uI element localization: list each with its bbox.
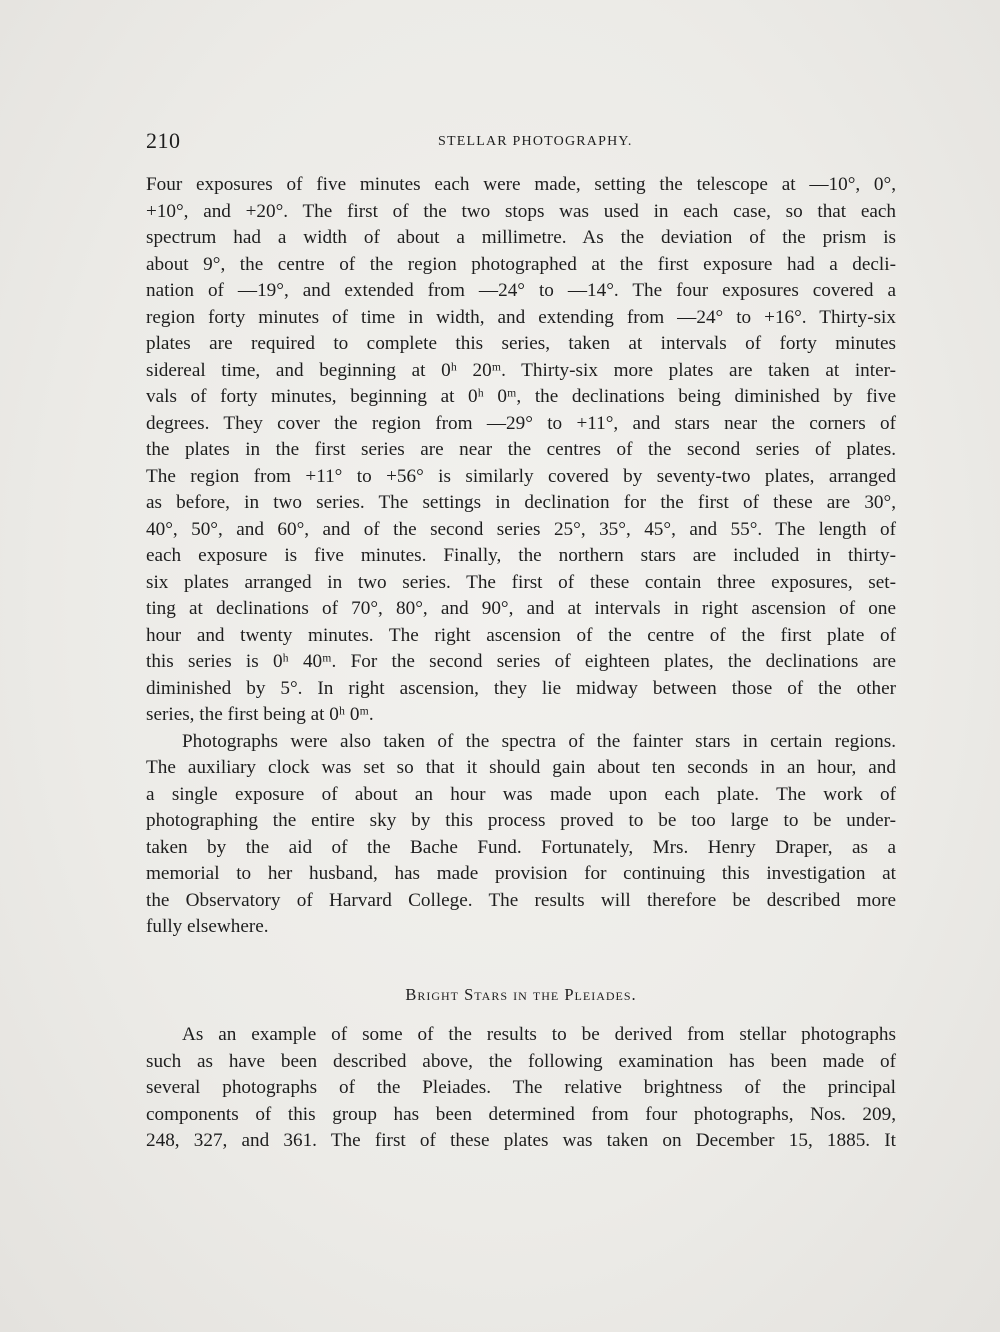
- text-line: region forty minutes of time in width, and extending from —24° to +16°. Thirty-six: [146, 306, 896, 328]
- text-line: The region from +11° to +56° is similarly covered by seventy-two plates, arranged: [146, 465, 896, 487]
- text-line: +10°, and +20°. The first of the two stops was used in each case, so that each: [146, 200, 896, 222]
- text-line: this series is 0ʰ 40ᵐ. For the second series of eighteen plates, the declinations are: [146, 651, 896, 672]
- text-line: the Observatory of Harvard College. The results will therefore be described more: [146, 889, 896, 911]
- text-line: ting at declinations of 70°, 80°, and 90°, and at intervals in right ascension of one: [146, 598, 896, 619]
- text-line: such as have been described above, the following examination has been made of: [146, 1050, 896, 1072]
- text-line: fully elsewhere.: [146, 916, 269, 937]
- text-line: components of this group has been determined from four photographs, Nos. 209,: [146, 1103, 896, 1125]
- text-line: As an example of some of the results to be derived from stellar photographs: [182, 1024, 896, 1045]
- page-header: [146, 128, 896, 158]
- text-line: each exposure is five minutes. Finally, the northern stars are included in thirty-: [146, 545, 896, 566]
- text-line: hour and twenty minutes. The right ascension of the centre of the first plate of: [146, 624, 896, 646]
- text-line: about 9°, the centre of the region photographed at the first exposure had a decli-: [146, 253, 896, 275]
- text-line: as before, in two series. The settings in declination for the first of these are 30°,: [146, 492, 896, 513]
- text-line: memorial to her husband, has made provision for continuing this investigation at: [146, 863, 896, 884]
- text-line: taken by the aid of the Bache Fund. Fortunately, Mrs. Henry Draper, as a: [146, 836, 896, 858]
- text-line: photographing the entire sky by this process proved to be too large to be under-: [146, 810, 896, 831]
- text-line: diminished by 5°. In right ascension, they lie midway between those of the other: [146, 677, 896, 699]
- text-line: sidereal time, and beginning at 0ʰ 20ᵐ. Thirty-six more plates are taken at inter-: [146, 359, 896, 381]
- text-line: a single exposure of about an hour was made upon each plate. The work of: [146, 783, 896, 805]
- body-text-upper: [146, 172, 896, 941]
- page-number: 210: [146, 128, 181, 153]
- text-line: degrees. They cover the region from —29° to +11°, and stars near the corners of: [146, 412, 896, 434]
- text-line: several photographs of the Pleiades. The relative brightness of the principal: [146, 1077, 896, 1098]
- text-line: plates are required to complete this series, taken at intervals of forty minutes: [146, 333, 896, 354]
- text-line: 40°, 50°, and 60°, and of the second series 25°, 35°, 45°, and 55°. The length of: [146, 518, 896, 540]
- text-line: 248, 327, and 361. The first of these plates was taken on December 15, 1885. It: [146, 1130, 896, 1151]
- text-line: The auxiliary clock was set so that it should gain about ten seconds in an hour, and: [146, 757, 896, 778]
- text-line: series, the first being at 0ʰ 0ᵐ.: [146, 704, 374, 725]
- text-line: Photographs were also taken of the spectra of the fainter stars in certain regions.: [182, 730, 896, 752]
- body-text-lower: [146, 1022, 896, 1155]
- text-line: spectrum had a width of about a millimetre. As the deviation of the prism is: [146, 227, 896, 248]
- text-line: vals of forty minutes, beginning at 0ʰ 0ᵐ, the declinations being diminished by five: [146, 386, 896, 407]
- text-line: Four exposures of five minutes each were made, setting the telescope at —10°, 0°,: [146, 174, 896, 195]
- section-heading: Bright Stars in the Pleiades.: [405, 985, 637, 1004]
- running-head: STELLAR PHOTOGRAPHY.: [438, 134, 633, 149]
- text-line: nation of —19°, and extended from —24° to —14°. The four exposures covered a: [146, 280, 896, 301]
- text-line: the plates in the first series are near the centres of the second series of plates.: [146, 439, 896, 460]
- text-line: six plates arranged in two series. The first of these contain three exposures, set-: [146, 571, 896, 593]
